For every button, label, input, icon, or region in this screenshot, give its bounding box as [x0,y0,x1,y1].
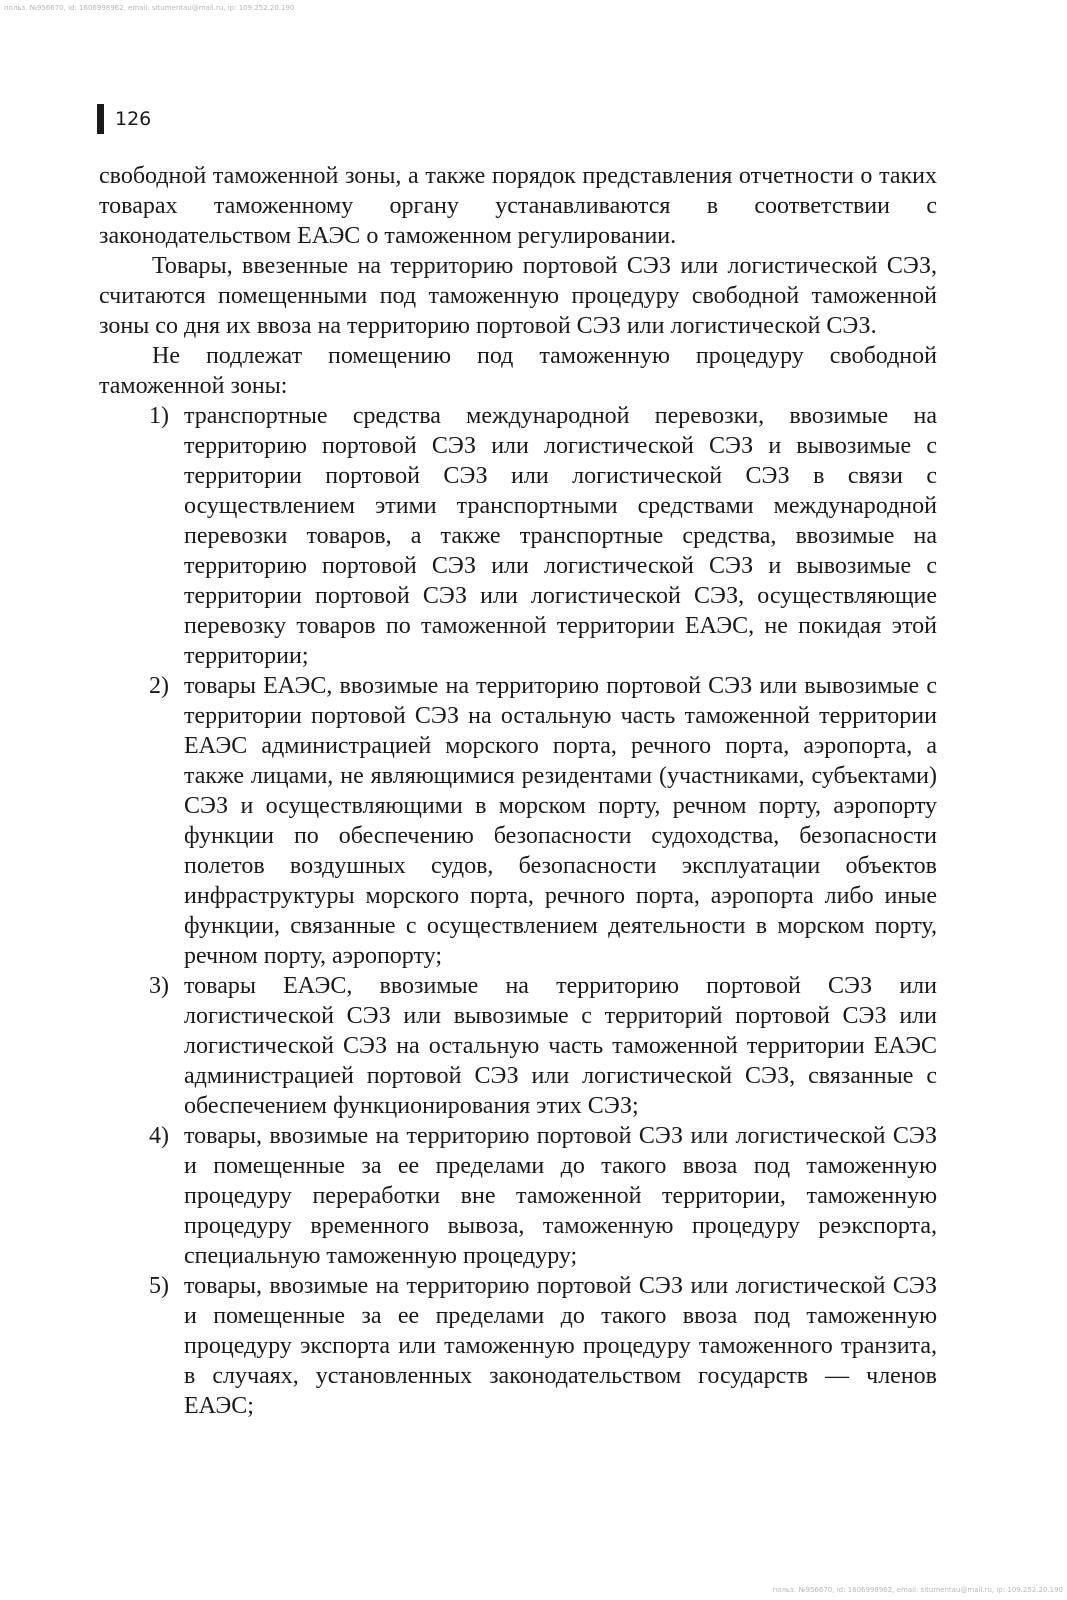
list-item-text: товары ЕАЭС, ввозимые на территорию портовой СЭЗ или вывозимые с территории портовой СЭЗ на остальную часть таможенной территории ЕАЭС администрацией морского порта, речного порта, аэропорта, а также лицами, не являющимися резидентами (участниками, субъектами) СЭЗ и осуществляющими в морском порту, речном порту, аэропорту функции по обеспечению безопасности судоходства, безопасности полетов воздушных судов, безопасности эксплуатации объектов инфраструктуры морского порта, речного порта, аэропорта либо иные функции, связанные с осуществлением деятельности в морском порту, речном порту, аэропорту; [184,673,937,969]
watermark-bottom: польз. №956670, id: 1606998962, email: situmentau@mail.ru, ip: 109.252.20.190 [772,1586,1063,1594]
list-item [149,971,937,1121]
page-number: 126 [115,108,152,130]
list-item [149,1121,937,1271]
list-marker: 5) [149,1273,169,1299]
watermark-top: польз. №956670, id: 1606998962, email: situmentau@mail.ru, ip: 109.252.20.190 [4,4,295,12]
list-item [149,1271,937,1421]
paragraph-continuation: свободной таможенной зоны, а также порядок представления отчетности о таких товарах таможенному органу устанавливаются в соответствии с законодательством ЕАЭС о таможенном регулировании. [99,163,937,249]
list-item-text: товары, ввозимые на территорию портовой СЭЗ или логистической СЭЗ и помещенные за ее пределами до такого ввоза под таможенную процедуру переработки вне таможенной территории, таможенную процедуру временного вывоза, таможенную процедуру реэкспорта, специальную таможенную процедуру; [184,1123,937,1269]
list-item [149,671,937,971]
list-item [149,401,937,671]
paragraph-list-intro: Не подлежат помещению под таможенную процедуру свободной таможенной зоны: [99,343,937,399]
list-item-text: транспортные средства международной перевозки, ввозимые на территорию портовой СЭЗ или логистической СЭЗ и вывозимые с территории портовой СЭЗ или логистической СЭЗ в связи с осуществлением этими транспортными средствами международной перевозки товаров, а также транспортные средства, ввозимые на территорию портовой СЭЗ или логистической СЭЗ и вывозимые с территории портовой СЭЗ или логистической СЭЗ, осуществляющие перевозку товаров по таможенной территории ЕАЭС, не покидая этой территории; [184,403,937,669]
list-marker: 2) [149,673,169,699]
exclusions-list [99,401,937,1421]
list-item-text: товары ЕАЭС, ввозимые на территорию портовой СЭЗ или логистической СЭЗ или вывозимые с территорий портовой СЭЗ или логистической СЭЗ на остальную часть таможенной территории ЕАЭС администрацией портовой СЭЗ или логистической СЭЗ, связанные с обеспечением функционирования этих СЭЗ; [184,973,937,1119]
page-body [99,161,937,1421]
list-marker: 4) [149,1123,169,1149]
page-header [97,103,151,135]
list-marker: 1) [149,403,169,429]
list-item-text: товары, ввозимые на территорию портовой СЭЗ или логистической СЭЗ и помещенные за ее пределами до такого ввоза под таможенную процедуру экспорта или таможенную процедуру таможенного транзита, в случаях, установленных законодательством государств — членов ЕАЭС; [184,1273,937,1419]
paragraph: Товары, ввезенные на территорию портовой СЭЗ или логистической СЭЗ, считаются помещенными под таможенную процедуру свободной таможенной зоны со дня их ввоза на территорию портовой СЭЗ или логистической СЭЗ. [99,253,937,339]
list-marker: 3) [149,973,169,999]
page-number-bar [97,104,104,134]
